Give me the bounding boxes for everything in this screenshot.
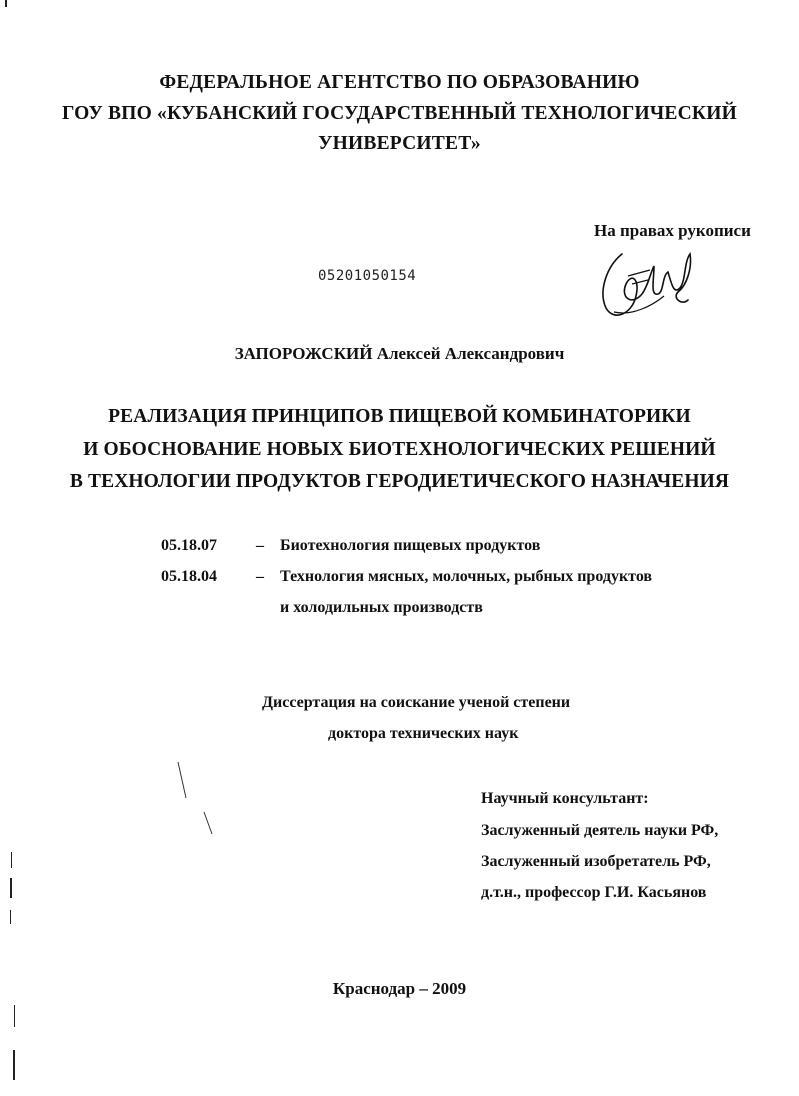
specialty-code: 05.18.07 [161, 537, 217, 554]
specialty-name: Биотехнология пищевых продуктов [280, 537, 541, 554]
dissertation-title-line-1: РЕАЛИЗАЦИЯ ПРИНЦИПОВ ПИЩЕВОЙ КОМБИНАТОРИКИ [108, 406, 691, 427]
specialty-dash: – [256, 537, 264, 554]
consultant-name: д.т.н., профессор Г.И. Касьянов [481, 884, 707, 901]
manuscript-note: На правах рукописи [594, 221, 751, 240]
dissertation-title-line-2: И ОБОСНОВАНИЕ НОВЫХ БИОТЕХНОЛОГИЧЕСКИХ РЕШЕНИЙ [83, 439, 716, 460]
serial-number: 05201050154 [318, 268, 417, 284]
scan-mark [14, 1005, 15, 1027]
scan-mark [176, 760, 226, 840]
scan-mark [13, 1050, 15, 1080]
signature-icon [592, 236, 702, 326]
scan-mark [11, 852, 12, 868]
scan-mark [10, 878, 12, 898]
dissertation-title-line-3: В ТЕХНОЛОГИИ ПРОДУКТОВ ГЕРОДИЕТИЧЕСКОГО НАЗНАЧЕНИЯ [69, 471, 730, 492]
consultant-title-2: Заслуженный изобретатель РФ, [481, 853, 711, 870]
author-given-names: Алексей Александрович [376, 344, 565, 363]
organization-line-2: ГОУ ВПО «КУБАНСКИЙ ГОСУДАРСТВЕННЫЙ ТЕХНОЛОГИЧЕСКИЙ [62, 103, 737, 124]
consultant-title-1: Заслуженный деятель науки РФ, [481, 822, 719, 839]
consultant-heading: Научный консультант: [481, 790, 649, 807]
degree-line-2: доктора технических наук [328, 725, 519, 742]
scan-mark [10, 910, 11, 924]
organization-line-3: УНИВЕРСИТЕТ» [318, 133, 481, 154]
specialty-name-continuation: и холодильных производств [280, 599, 483, 616]
degree-line-1: Диссертация на соискание ученой степени [262, 694, 571, 711]
organization-line-1: ФЕДЕРАЛЬНОЕ АГЕНТСТВО ПО ОБРАЗОВАНИЮ [159, 72, 640, 93]
city-year: Краснодар – 2009 [332, 979, 467, 998]
scan-mark [5, 0, 7, 7]
specialty-code: 05.18.04 [161, 568, 217, 585]
author-name [0, 344, 799, 364]
author-surname: ЗАПОРОЖСКИЙ [234, 344, 373, 363]
specialty-dash: – [256, 568, 264, 585]
specialty-name: Технология мясных, молочных, рыбных продуктов [280, 568, 653, 585]
